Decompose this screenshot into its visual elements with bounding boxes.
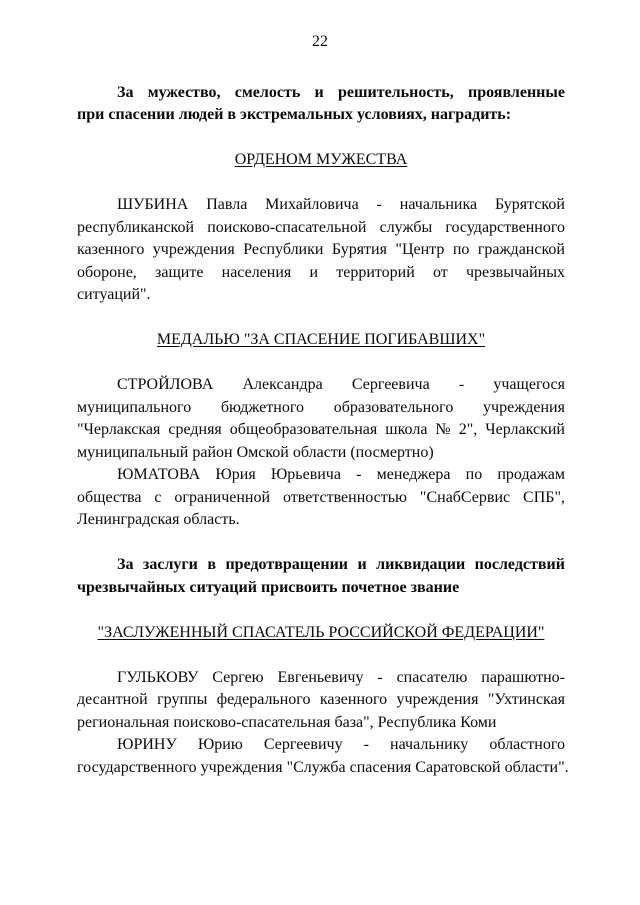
word: учреждения [483,398,565,416]
word: предотвращении [225,556,349,573]
word: № [435,421,451,438]
word: За [117,83,134,101]
paragraph-line: чрезвычайных ситуаций присвоить почетное звание [77,578,460,596]
word: Сергею [212,668,264,686]
paragraph-line [77,689,565,712]
paragraph-line [77,262,565,285]
paragraph-line: при спасении людей в экстремальных условиях, наградить: [77,106,512,123]
paragraph-line [77,419,565,442]
paragraph-line [77,82,565,105]
paragraph-line [77,397,565,420]
word: спасателю [396,668,468,686]
word: "Ухтинская [487,691,565,708]
word: общеобразовательная [229,421,378,438]
word: школа [385,421,428,438]
paragraph-line: Ленинградская область. [77,511,240,528]
word: начальника [399,196,478,213]
word: обороне, [77,263,137,281]
document-body [77,82,569,780]
word: "СнабСервис [419,488,511,506]
paragraph-line [77,734,565,757]
word: Евгеньевичу [277,668,364,686]
word: Михайловича [265,196,359,213]
word: смелость [234,83,301,101]
word: учреждения [152,241,235,258]
word: и [314,83,324,101]
word: мужество, [147,83,221,101]
word: Юрию [197,736,243,753]
word: Сергеевичу [263,736,343,753]
word: Бурятия [331,241,387,258]
word: чрезвычайных [465,263,565,281]
word: ограниченной [174,488,271,506]
word: десантной [77,691,148,708]
word: гражданской [477,241,565,258]
word: - [377,668,383,686]
word: проявленные [467,83,565,101]
word: с [154,488,162,506]
paragraph-line: региональная поисково-спасательная база", Республика Коми [77,713,497,731]
word: муниципального [77,398,192,416]
word: учреждения [396,691,479,708]
word: республиканской [77,218,195,236]
word: казенного [319,691,388,708]
word: населения [221,263,292,281]
award-heading-order-of-courage: ОРДЕНОМ МУЖЕСТВА [234,151,408,168]
word: Юрия [215,466,256,483]
word: - [376,196,382,213]
word: парашютно- [481,668,565,686]
word: Республики [243,241,324,258]
word: ЮРИНУ [117,736,177,753]
word: и [309,263,319,281]
word: государственного [445,218,565,236]
word: от [433,263,448,281]
paragraph-line [77,374,565,397]
word: образовательного [333,398,454,416]
word: по [465,466,483,483]
word: и [357,556,367,573]
word: Юрьевича [270,466,341,483]
word: - [458,376,465,393]
paragraph-line [77,217,565,240]
awardee-entry [77,734,569,779]
word: ответственностью [282,488,408,506]
word: заслуги [142,556,198,573]
title-intro-paragraph [77,554,565,599]
paragraph-line: ситуаций". [77,286,151,303]
page-number: 22 [312,33,328,50]
word: менеджера [376,466,451,483]
paragraph-line [77,554,565,577]
paragraph-line: муниципальный район Омской области (посмертно) [77,443,434,461]
awardee-entry [77,464,565,532]
awardee-entry [77,194,565,307]
paragraph-line: государственного учреждения "Служба спасения Саратовской области". [77,758,569,776]
word: службы [379,218,433,236]
word: территорий [336,263,415,281]
word: по [452,241,470,258]
awardee-entry [77,374,565,464]
award-heading-rescue-medal: МЕДАЛЬЮ "ЗА СПАСЕНИЕ ПОГИБАВШИХ" [156,331,486,348]
paragraph-line [77,239,565,262]
word: Бурятской [494,196,565,213]
word: ЮМАТОВА [117,466,201,483]
word: Черлакский [485,421,565,438]
word: защите [155,263,204,281]
word: общества [77,488,142,506]
word: "Черлакская [77,421,161,438]
word: ШУБИНА [117,196,189,213]
word: Александра [242,376,323,393]
word: казенного [77,241,145,258]
word: федерального [216,691,311,708]
word: Павла [206,196,248,213]
word: СТРОЙЛОВА [117,376,214,393]
word: областного [489,736,565,753]
word: - [363,736,369,753]
word: группы [157,691,208,708]
word: - [356,466,362,483]
word: ликвидации [376,556,466,573]
word: средняя [168,421,222,438]
word: последствий [474,556,565,573]
paragraph-line [77,464,565,487]
word: учащегося [493,376,565,393]
word: За [117,556,134,573]
paragraph-line [77,194,565,217]
word: начальнику [390,736,469,753]
award-heading-honorary-title: "ЗАСЛУЖЕННЫЙ СПАСАТЕЛЬ РОССИЙСКОЙ ФЕДЕРАЦИИ" [97,623,545,641]
word: 2", [458,421,478,438]
word: продажам [497,466,565,483]
word: СПБ", [523,488,565,506]
word: решительность, [337,83,454,101]
paragraph-line [77,487,565,510]
word: поисково-спасательной [207,218,367,236]
paragraph-line [77,667,565,690]
word: ГУЛЬКОВУ [117,668,199,686]
word: "Центр [395,241,445,258]
word: Сергеевича [351,376,430,393]
word: в [207,556,216,573]
awardee-entry [77,667,565,735]
award-intro-paragraph [77,82,565,127]
word: бюджетного [220,398,304,416]
